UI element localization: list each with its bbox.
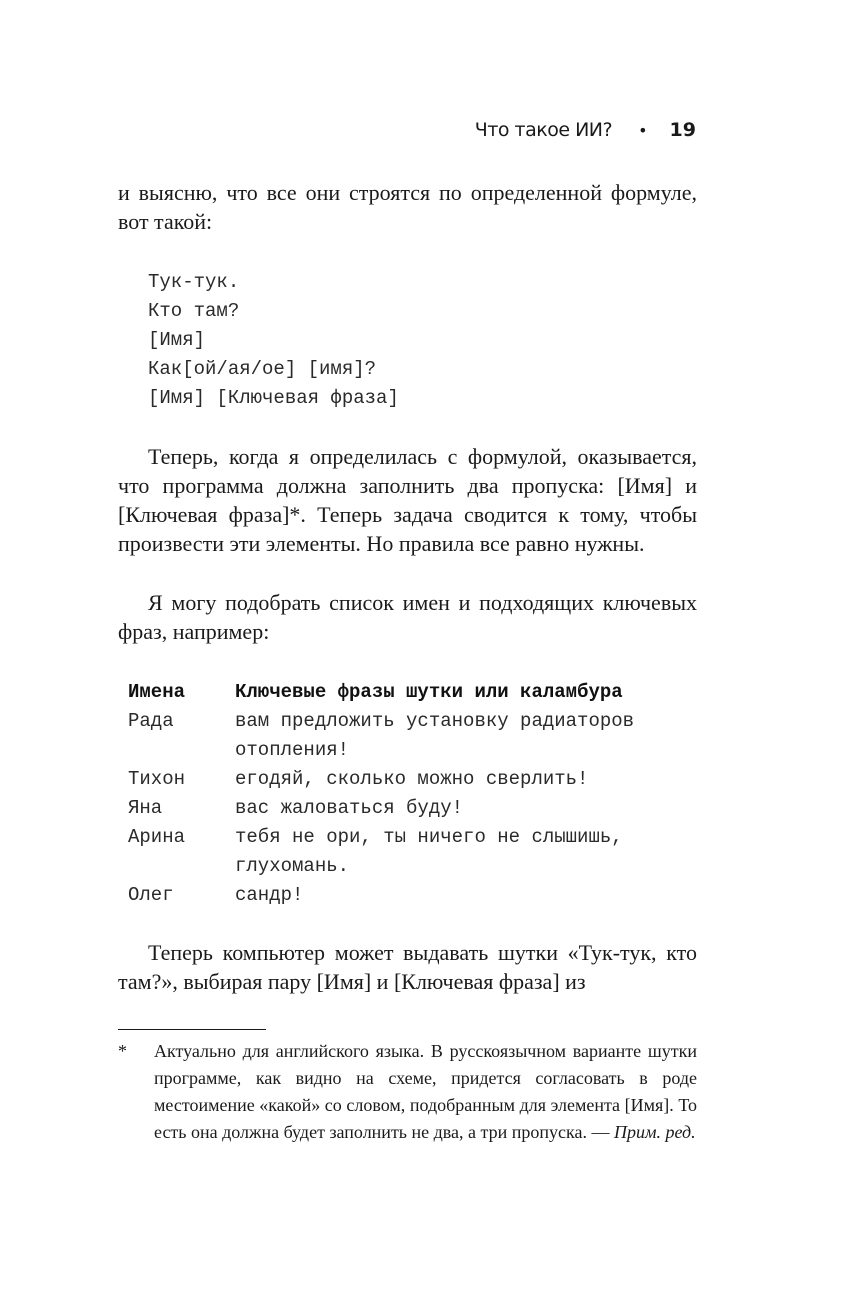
footnote (118, 1038, 697, 1146)
footnote-text: Актуально для английского языка. В русскоязычном варианте шутки программе, как видно на схеме, придется согласовать в роде местоимение «какой» со словом, подобранным для элемента [Имя]. То есть она должна будет заполнить не два, а три пропуска. — (154, 1041, 697, 1142)
paragraph-intro: и выясню, что все они строятся по определенной формуле, вот такой: (118, 180, 697, 234)
table-cell-phrase: вас жаловаться буду! (235, 797, 464, 819)
formula-line: Как[ой/ая/ое] [имя]? (148, 358, 377, 380)
formula-line: Тук-тук. (148, 271, 240, 293)
table-row (128, 765, 695, 794)
table-cell-phrase: егодяй, сколько можно сверлить! (235, 768, 589, 790)
table-cell-phrase: сандр! (235, 884, 304, 906)
paragraph-blanks: Теперь, когда я определилась с формулой, оказывается, что программа должна заполнить два пропуска: [Имя] и [Ключевая фраза]*. Теперь задача сводится к тому, чтобы произвести эти элементы. Но правила все равно нужны. (118, 444, 697, 556)
table-row (128, 794, 695, 823)
table-cell-phrase: вам предложить установку радиаторов отопления! (235, 710, 646, 761)
formula-line: Кто там? (148, 300, 240, 322)
table-cell-phrase: тебя не ори, ты ничего не слышишь, глухомань. (235, 826, 635, 877)
paragraph-list-intro: Я могу подобрать список имен и подходящих ключевых фраз, например: (118, 590, 697, 644)
paragraph-output: Теперь компьютер может выдавать шутки «Тук-тук, кто там?», выбирая пару [Имя] и [Ключевая фраза] из (118, 940, 697, 994)
footnote-body (154, 1038, 697, 1146)
table-row (128, 881, 695, 910)
table-cell-name: Яна (128, 797, 163, 819)
table-row (128, 707, 695, 765)
table-cell-name: Рада (128, 710, 174, 732)
table-cell-name: Тихон (128, 768, 186, 790)
table-row (128, 823, 695, 881)
table-header-names: Имена (128, 681, 186, 703)
running-head-bullet: • (638, 120, 648, 140)
running-head-title: Что такое ИИ? (474, 119, 613, 141)
table-cell-name: Олег (128, 884, 174, 906)
table-header-phrases: Ключевые фразы шутки или каламбура (235, 681, 623, 703)
joke-formula (148, 268, 399, 413)
formula-line: [Имя] (148, 329, 206, 351)
names-phrases-table (128, 678, 695, 910)
editor-note: Прим. ред. (613, 1122, 696, 1142)
page-number: 19 (669, 119, 696, 141)
table-cell-name: Арина (128, 826, 186, 848)
formula-line: [Имя] [Ключевая фраза] (148, 387, 399, 409)
footnote-mark: * (118, 1041, 127, 1061)
running-head (475, 119, 696, 141)
table-header-row (128, 678, 695, 707)
footnote-rule (118, 1029, 266, 1030)
